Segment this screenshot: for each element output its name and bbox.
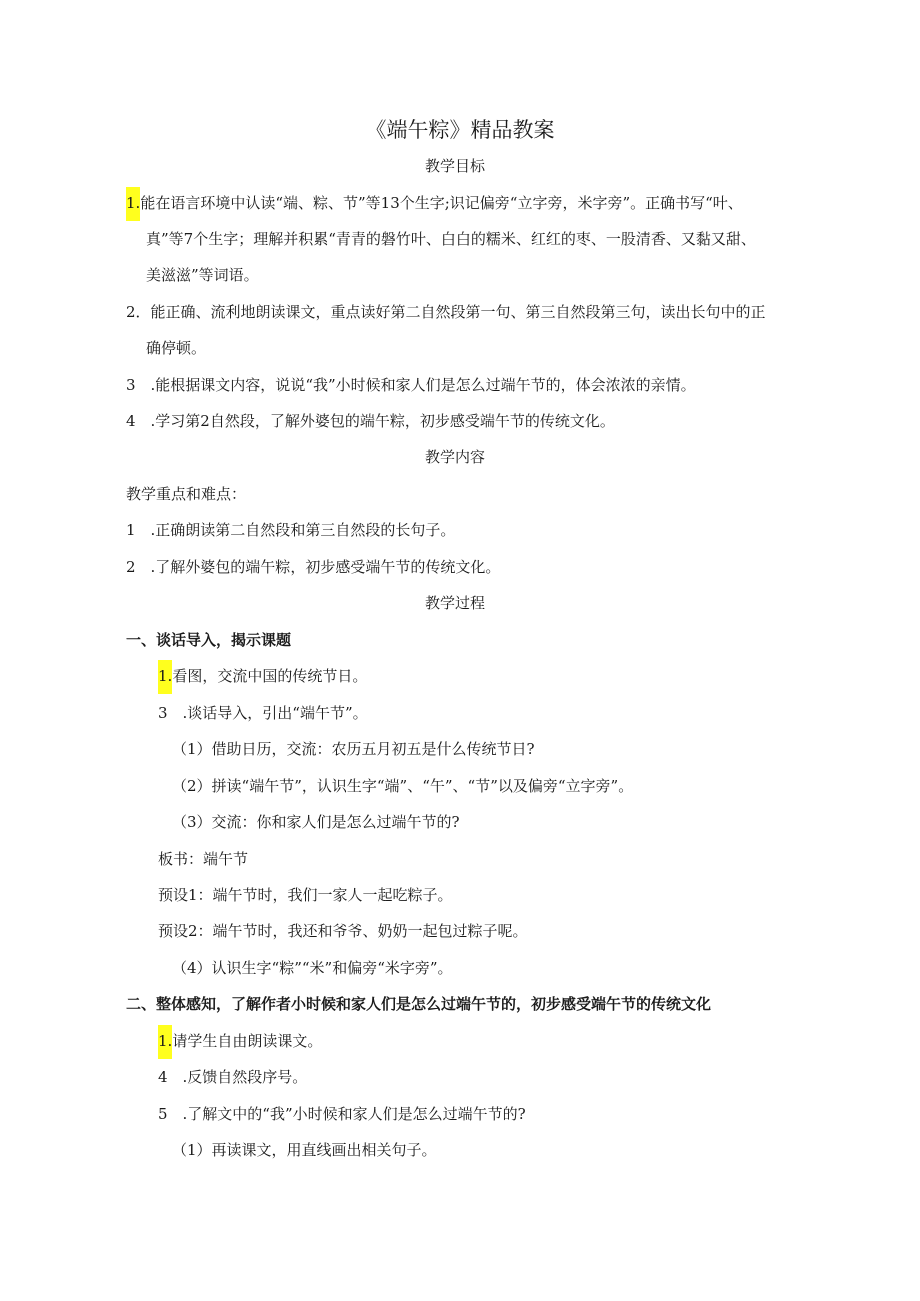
key-point-1: 1 .正确朗读第二自然段和第三自然段的长句子。: [126, 521, 456, 539]
section-2-step-5: 5 .了解文中的“我”小时候和家人们是怎么过端午节的?: [158, 1105, 526, 1123]
section-1-step-1: [158, 666, 367, 686]
section-2-step-4: 4 .反馈自然段序号。: [158, 1068, 308, 1086]
goal-item-1-line-2: 真”等7个生字；理解并积累“青青的磐竹叶、白白的糯米、红红的枣、一股清香、又黏又甜、: [146, 230, 756, 248]
goal-item-4: 4 .学习第2自然段，了解外婆包的端午粽，初步感受端午节的传统文化。: [126, 412, 615, 430]
heading-goals: 教学目标: [424, 157, 485, 175]
section-1-sub-3: （3）交流：你和家人们是怎么过端午节的?: [172, 813, 460, 831]
section-1-step-3: 3 .谈话导入，引出“端午节”。: [158, 704, 368, 722]
board-writing: 板书：端午节: [158, 850, 249, 868]
section-1-sub-4: （4）认识生字“粽”“米”和偏旁“米字旁”。: [172, 959, 453, 977]
section-1-heading: 一、谈话导入，揭示课题: [126, 631, 292, 649]
section-1-sub-1: （1）借助日历，交流：农历五月初五是什么传统节日?: [172, 740, 535, 758]
section-2-sub-1: （1）再读课文，用直线画出相关句子。: [172, 1141, 437, 1159]
section-2-step-1: [158, 1031, 322, 1051]
key-point-2: 2 .了解外婆包的端午粽，初步感受端午节的传统文化。: [126, 558, 501, 576]
highlight-number: 1.: [158, 1025, 172, 1059]
goal-item-3: 3 .能根据课文内容，说说“我”小时候和家人们是怎么过端午节的，体会浓浓的亲情。: [126, 376, 696, 394]
preset-2: 预设2：端午节时，我还和爷爷、奶奶一起包过粽子呢。: [158, 922, 528, 940]
goal-item-2-line-1: 2．能正确、流利地朗读课文，重点读好第二自然段第一句、第三自然段第三句，读出长句中的正: [126, 303, 766, 321]
document-title: 《端午粽》精品教案: [365, 118, 555, 142]
goal-item-1-text: 能在语言环境中认读“端、粽、节”等13个生字;识记偏旁“立字旁，米字旁”。正确书写“叶、: [140, 194, 743, 212]
goal-item-1-line-1: [126, 193, 743, 213]
heading-content: 教学内容: [424, 448, 485, 466]
section-1-sub-2: （2）拼读“端午节”，认识生字“端”、“午”、“节”以及偏旁“立字旁”。: [172, 777, 634, 795]
section-1-step-1-text: 看图，交流中国的传统节日。: [172, 667, 368, 685]
goal-item-2-line-2: 确停顿。: [146, 339, 207, 357]
preset-1: 预设1：端午节时，我们一家人一起吃粽子。: [158, 886, 453, 904]
key-points-label: 教学重点和难点：: [126, 485, 247, 503]
section-2-heading: 二、整体感知，了解作者小时候和家人们是怎么过端午节的，初步感受端午节的传统文化: [126, 995, 712, 1013]
goal-item-1-line-3: 美滋滋”等词语。: [146, 266, 259, 284]
highlight-number: 1.: [126, 187, 140, 221]
section-2-step-1-text: 请学生自由朗读课文。: [172, 1032, 323, 1050]
heading-process: 教学过程: [424, 594, 485, 612]
highlight-number: 1.: [158, 660, 172, 694]
